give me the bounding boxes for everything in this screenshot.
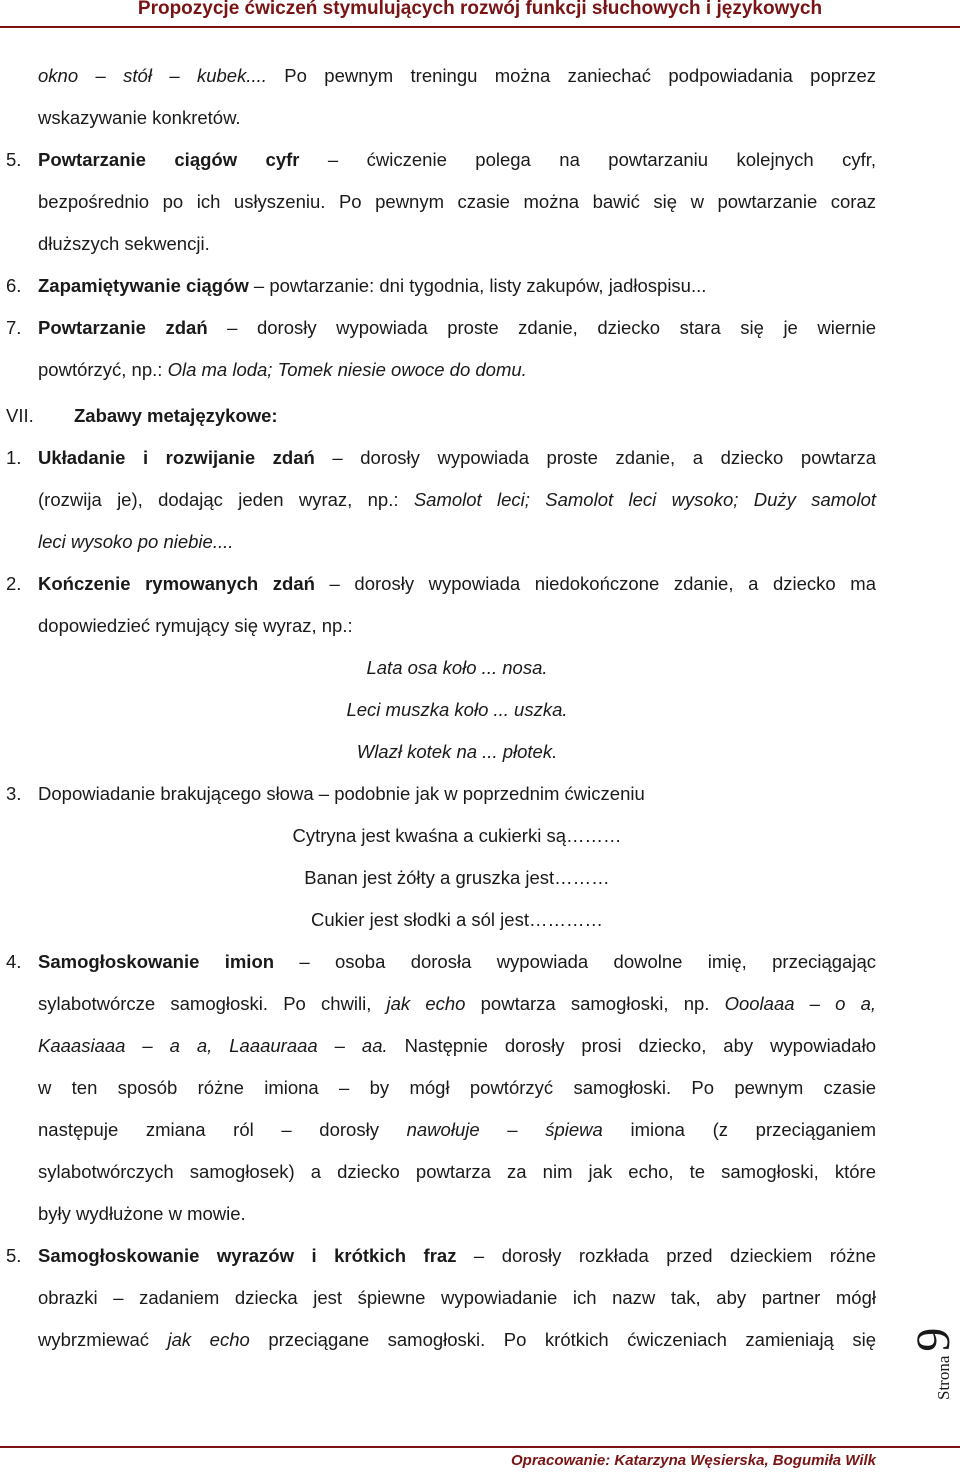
example-text: okno – stół – kubek.... — [38, 65, 267, 86]
example-text: leci wysoko po niebie.... — [38, 531, 234, 552]
document-body — [6, 55, 877, 1361]
paragraph-line: sylabotwórczych samogłosek) a dziecko powtarza za nim jak echo, te samogłoski, które — [38, 1161, 876, 1182]
list-number: 4. — [6, 951, 22, 972]
list-number: 1. — [6, 447, 22, 468]
paragraph-text: imiona (z przeciąganiem — [602, 1119, 876, 1140]
paragraph-line: bezpośrednio po ich usłyszeniu. Po pewnym czasie można bawić się w powtarzanie coraz — [38, 191, 876, 212]
list-number: 2. — [6, 573, 22, 594]
paragraph-line — [38, 55, 876, 97]
paragraph-line: były wydłużone w mowie. — [38, 1203, 246, 1224]
item-title: Samogłoskowanie imion — [38, 951, 275, 972]
rhyme-example — [38, 647, 876, 689]
example-text: śpiewa — [545, 1119, 603, 1140]
example-text: Leci muszka koło ... uszka. — [346, 699, 568, 720]
paragraph-text: wybrzmiewać — [38, 1329, 168, 1350]
list-item-5 — [6, 139, 876, 181]
paragraph-text: – dorosły wypowiada niedokończone zdanie, a dziecko ma — [314, 573, 876, 594]
paragraph-line — [38, 1109, 876, 1151]
paragraph-text: – dorosły rozkłada przed dzieckiem różne — [456, 1245, 876, 1266]
paragraph-line — [38, 983, 876, 1025]
section-number: VII. — [6, 405, 34, 426]
example-text: Kaaasiaaa – a a, Laaauraaa – aa. — [38, 1035, 388, 1056]
item-title: Powtarzanie ciągów cyfr — [38, 149, 300, 170]
item-title: Powtarzanie zdań — [38, 317, 208, 338]
item-title: Kończenie rymowanych zdań — [38, 573, 315, 594]
page-footer: Opracowanie: Katarzyna Węsierska, Bogumiła Wilk — [511, 1452, 876, 1469]
example-text: Wlazł kotek na ... płotek. — [356, 741, 558, 762]
paragraph-text: następuje zmiana ról – dorosły — [38, 1119, 407, 1140]
paragraph-line: wskazywanie konkretów. — [38, 107, 241, 128]
list-number: 6. — [6, 275, 22, 296]
section-heading — [6, 391, 876, 437]
paragraph-text: – — [479, 1119, 546, 1140]
paragraph-text: sylabotwórcze samogłoski. Po chwili, — [38, 993, 387, 1014]
rhyme-example — [38, 689, 876, 731]
list-item-2 — [6, 563, 876, 605]
item-title: Układanie i rozwijanie zdań — [38, 447, 315, 468]
paragraph-line — [38, 1319, 876, 1361]
paragraph-text: przeciągane samogłoski. Po krótkich ćwiczeniach zamieniają się — [249, 1329, 876, 1350]
paragraph-line — [38, 1025, 876, 1067]
item-title: Zapamiętywanie ciągów — [38, 275, 249, 296]
completion-example: Cytryna jest kwaśna a cukierki są……… — [292, 825, 622, 846]
example-text: jak echo — [167, 1329, 250, 1350]
paragraph-line — [38, 521, 876, 563]
paragraph-text: – osoba dorosła wypowiada dowolne imię, przeciągając — [274, 951, 876, 972]
example-text: nawołuje — [406, 1119, 480, 1140]
example-text: Ooolaaa – o a, — [724, 993, 877, 1014]
rhyme-example — [38, 731, 876, 773]
paragraph-line: obrazki – zadaniem dziecka jest śpiewne wypowiadanie ich nazw tak, aby partner mógł — [38, 1287, 876, 1308]
paragraph-text: (rozwija je), dodając jeden wyraz, np.: — [38, 489, 414, 510]
paragraph-line — [38, 349, 876, 391]
page-number — [906, 1300, 960, 1410]
page-header: Propozycje ćwiczeń stymulujących rozwój funkcji słuchowych i językowych — [137, 0, 823, 19]
list-item-4 — [6, 941, 876, 983]
completion-example: Banan jest żółty a gruszka jest……… — [304, 867, 610, 888]
paragraph-line: dłuższych sekwencji. — [38, 233, 210, 254]
paragraph-text: Następnie dorosły prosi dziecko, aby wypowiadało — [387, 1035, 876, 1056]
list-item-6 — [6, 265, 876, 307]
example-text: jak echo — [386, 993, 466, 1014]
paragraph-text: – dorosły wypowiada proste zdanie, a dziecko powtarza — [314, 447, 876, 468]
paragraph-text: – powtarzanie: dni tygodnia, listy zakupów, jadłospisu... — [248, 275, 707, 296]
header-divider — [0, 26, 960, 28]
list-number: 5. — [6, 1245, 22, 1266]
section-title: Zabawy metajęzykowe: — [74, 405, 278, 426]
paragraph-text: Dopowiadanie brakującego słowa – podobnie jak w poprzednim ćwiczeniu — [38, 783, 645, 804]
paragraph-line: w ten sposób różne imiona – by mógł powtórzyć samogłoski. Po pewnym czasie — [38, 1077, 876, 1098]
page-number-value: 9 — [907, 1327, 960, 1352]
paragraph-line: dopowiedzieć rymujący się wyraz, np.: — [38, 615, 353, 636]
item-title: Samogłoskowanie wyrazów i krótkich fraz — [38, 1245, 457, 1266]
list-item-5b — [6, 1235, 876, 1277]
paragraph-text: powtarza samogłoski, np. — [465, 993, 725, 1014]
paragraph-text: – ćwiczenie polega na powtarzaniu kolejnych cyfr, — [299, 149, 876, 170]
example-text: Samolot leci; Samolot leci wysoko; Duży samolot — [413, 489, 876, 510]
list-number: 3. — [6, 783, 22, 804]
list-number: 7. — [6, 317, 22, 338]
completion-example: Cukier jest słodki a sól jest………… — [311, 909, 603, 930]
example-text: Ola ma loda; Tomek niesie owoce do domu. — [167, 359, 527, 380]
paragraph-text: powtórzyć, np.: — [38, 359, 168, 380]
paragraph-text: Po pewnym treningu można zaniechać podpowiadania poprzez — [266, 65, 877, 86]
page-number-rotated — [906, 1328, 960, 1400]
list-number: 5. — [6, 149, 22, 170]
list-item-3 — [6, 773, 876, 815]
paragraph-text: – dorosły wypowiada proste zdanie, dziecko stara się je wiernie — [207, 317, 876, 338]
paragraph-line — [38, 479, 876, 521]
page-label: Strona — [934, 1355, 953, 1400]
list-item-1 — [6, 437, 876, 479]
example-text: Lata osa koło ... nosa. — [366, 657, 548, 678]
list-item-7 — [6, 307, 876, 349]
footer-divider — [0, 1446, 960, 1448]
